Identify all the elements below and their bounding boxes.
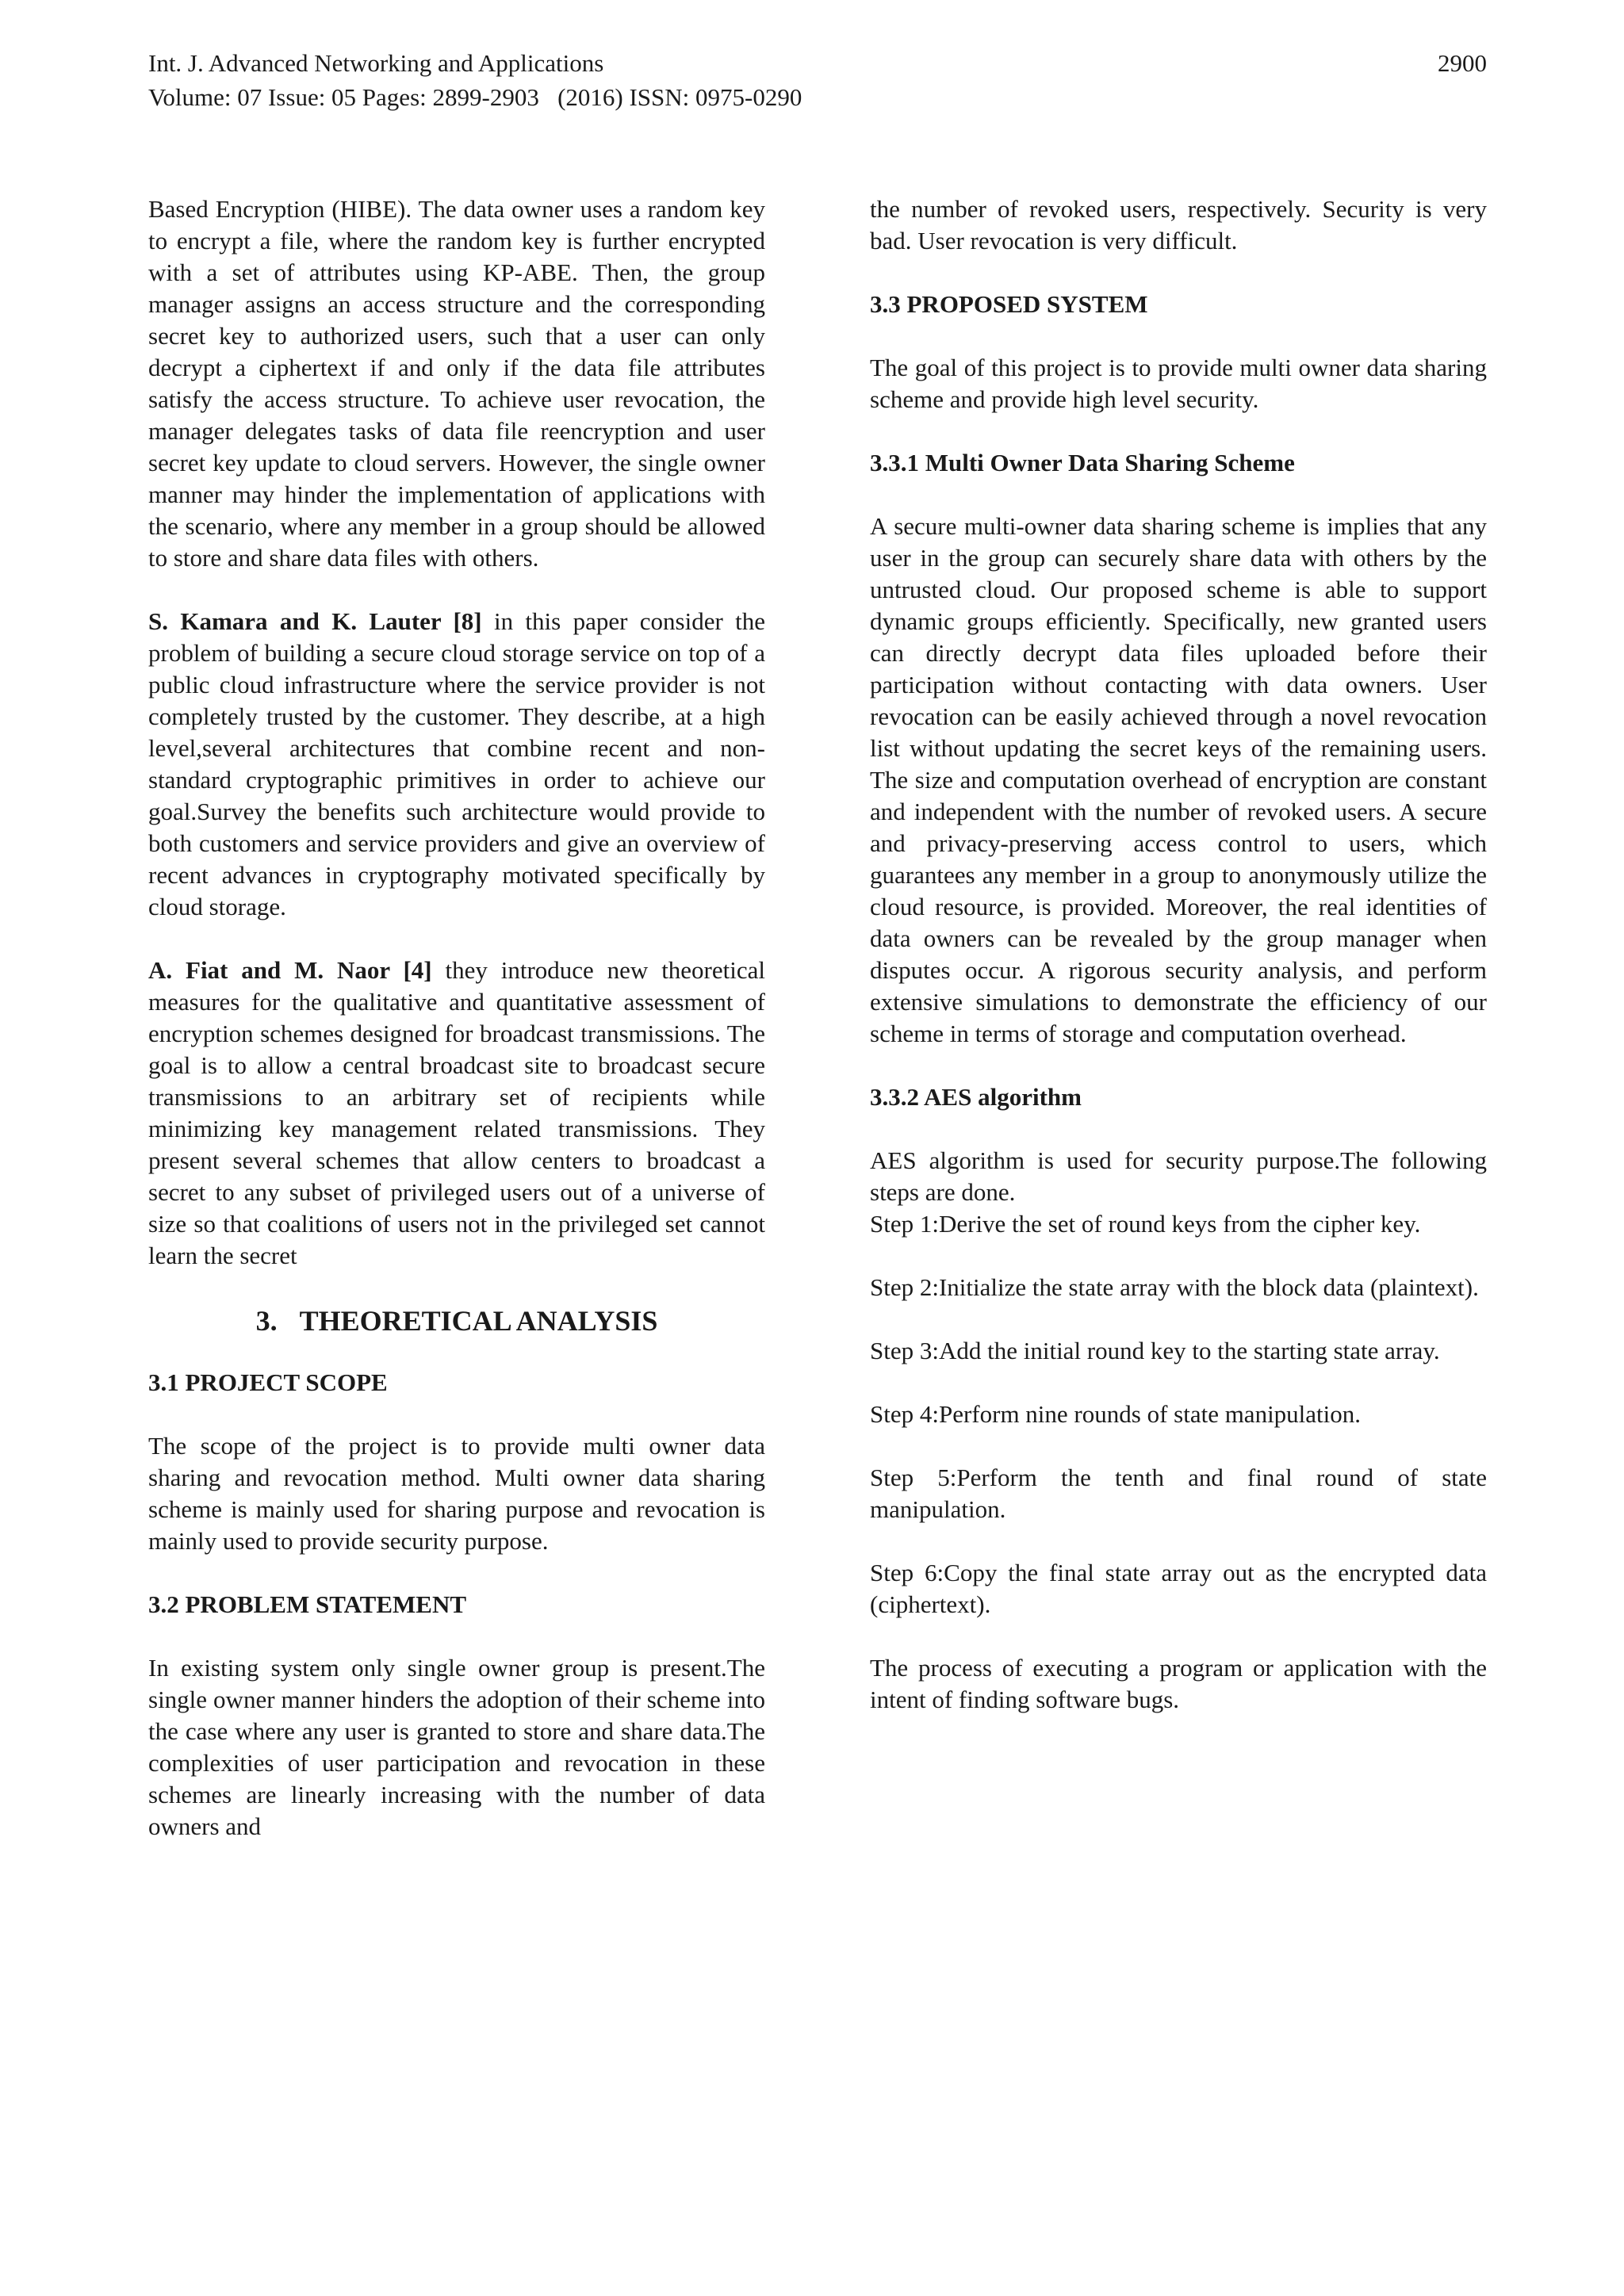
section-title: THEORETICAL ANALYSIS (299, 1305, 658, 1337)
heading-3-3-2: 3.3.2 AES algorithm (870, 1083, 1082, 1111)
left-column (148, 193, 765, 1843)
citation-fiat: A. Fiat and M. Naor [4] (148, 956, 432, 984)
fiat-text: they introduce new theoretical measures for the qualitative and quantitative assessment of encryption schemes designed for broadcast transmissions. The goal is to allow a central broadcast site to broadcast secure transmissions to an arbitrary set of recipients while minimizing key management related transmissions. They present several schemes that allow centers to broadcast a secret to any subset of privileged users out of a universe of size so that coalitions of users not in the privileged set cannot learn the secret (148, 956, 765, 1269)
paragraph-final: The process of executing a program or application with the intent of finding software bugs. (870, 1654, 1487, 1713)
heading-3-3-1: 3.3.1 Multi Owner Data Sharing Scheme (870, 449, 1295, 476)
paragraph-3-3: The goal of this project is to provide multi owner data sharing scheme and provide high level security. (870, 354, 1487, 413)
aes-step: Step 3:Add the initial round key to the starting state array. (870, 1337, 1440, 1364)
aes-step: Step 4:Perform nine rounds of state manipulation. (870, 1400, 1362, 1428)
running-header (148, 46, 1487, 114)
citation-kamara: S. Kamara and K. Lauter [8] (148, 607, 482, 635)
volume-info: Volume: 07 Issue: 05 Pages: 2899-2903 (2016) ISSN: 0975-0290 (148, 83, 802, 111)
header-line-1 (148, 46, 1487, 80)
journal-name: Int. J. Advanced Networking and Applications (148, 49, 604, 77)
page-number: 2900 (1438, 49, 1487, 77)
right-column (870, 193, 1487, 1716)
section-number: 3. (255, 1305, 278, 1337)
paragraph-3-1: The scope of the project is to provide multi owner data sharing and revocation method. Multi owner data sharing scheme is mainly used for sharing purpose and revocation is mainly used to provide security purpose. (148, 1432, 765, 1555)
paragraph-kamara (148, 606, 765, 923)
paragraph-fiat (148, 955, 765, 1272)
aes-step: Step 2:Initialize the state array with the block data (plaintext). (870, 1273, 1479, 1301)
paragraph-hibe: Based Encryption (HIBE). The data owner uses a random key to encrypt a file, where the random key is further encrypted with a set of attributes using KP-ABE. Then, the group manager assigns an access structure and the corresponding secret key to authorized users, such that a user can only decrypt a ciphertext if and only if the data file attributes satisfy the access structure. To achieve user revocation, the manager delegates tasks of data file reencryption and user secret key update to cloud servers. However, the single owner manner may hinder the implementation of applications with the scenario, where any member in a group should be allowed to store and share data files with others. (148, 195, 765, 572)
aes-step: Step 1:Derive the set of round keys from the cipher key. (870, 1210, 1421, 1238)
heading-3-2: 3.2 PROBLEM STATEMENT (148, 1590, 467, 1618)
heading-3-1: 3.1 PROJECT SCOPE (148, 1368, 388, 1396)
aes-step: Step 6:Copy the final state array out as the encrypted data (ciphertext). (870, 1559, 1487, 1618)
paragraph-3-3-1: A secure multi-owner data sharing scheme is implies that any user in the group can securely share data with others by the untrusted cloud. Our proposed scheme is able to support dynamic groups efficiently. Specifically, new granted users can directly decrypt data files uploaded before their participation without contacting with data owners. User revocation can be easily achieved through a novel revocation list without updating the secret keys of the remaining users. The size and computation overhead of encryption are constant and independent with the number of revoked users. A secure and privacy-preserving access control to users, which guarantees any member in a group to anonymously utilize the cloud resource, is provided. Moreover, the real identities of data owners can be revealed by the group manager when disputes occur. A rigorous security analysis, and perform extensive simulations to demonstrate the efficiency of our scheme in terms of storage and computation overhead. (870, 512, 1487, 1047)
paragraph-aes-intro: AES algorithm is used for security purpose.The following steps are done. (870, 1146, 1487, 1206)
paragraph-3-2: In existing system only single owner group is present.The single owner manner hinders the adoption of their scheme into the case where any user is granted to store and share data.The complexities of user participation and revocation in these schemes are linearly increasing with the number of data owners and (148, 1654, 765, 1840)
paragraph-continued: the number of revoked users, respectively. Security is very bad. User revocation is very difficult. (870, 195, 1487, 254)
kamara-text: in this paper consider the problem of building a secure cloud storage service on top of a public cloud infrastructure where the service provider is not completely trusted by the customer. They describe, at a high level,several architectures that combine recent and non-standard cryptographic primitives in order to achieve our goal.Survey the benefits such architecture would provide to both customers and service providers and give an overview of recent advances in cryptography motivated specifically by cloud storage. (148, 607, 765, 920)
section-heading-3 (148, 1303, 765, 1338)
heading-3-3: 3.3 PROPOSED SYSTEM (870, 290, 1148, 318)
aes-step: Step 5:Perform the tenth and final round of state manipulation. (870, 1464, 1487, 1523)
